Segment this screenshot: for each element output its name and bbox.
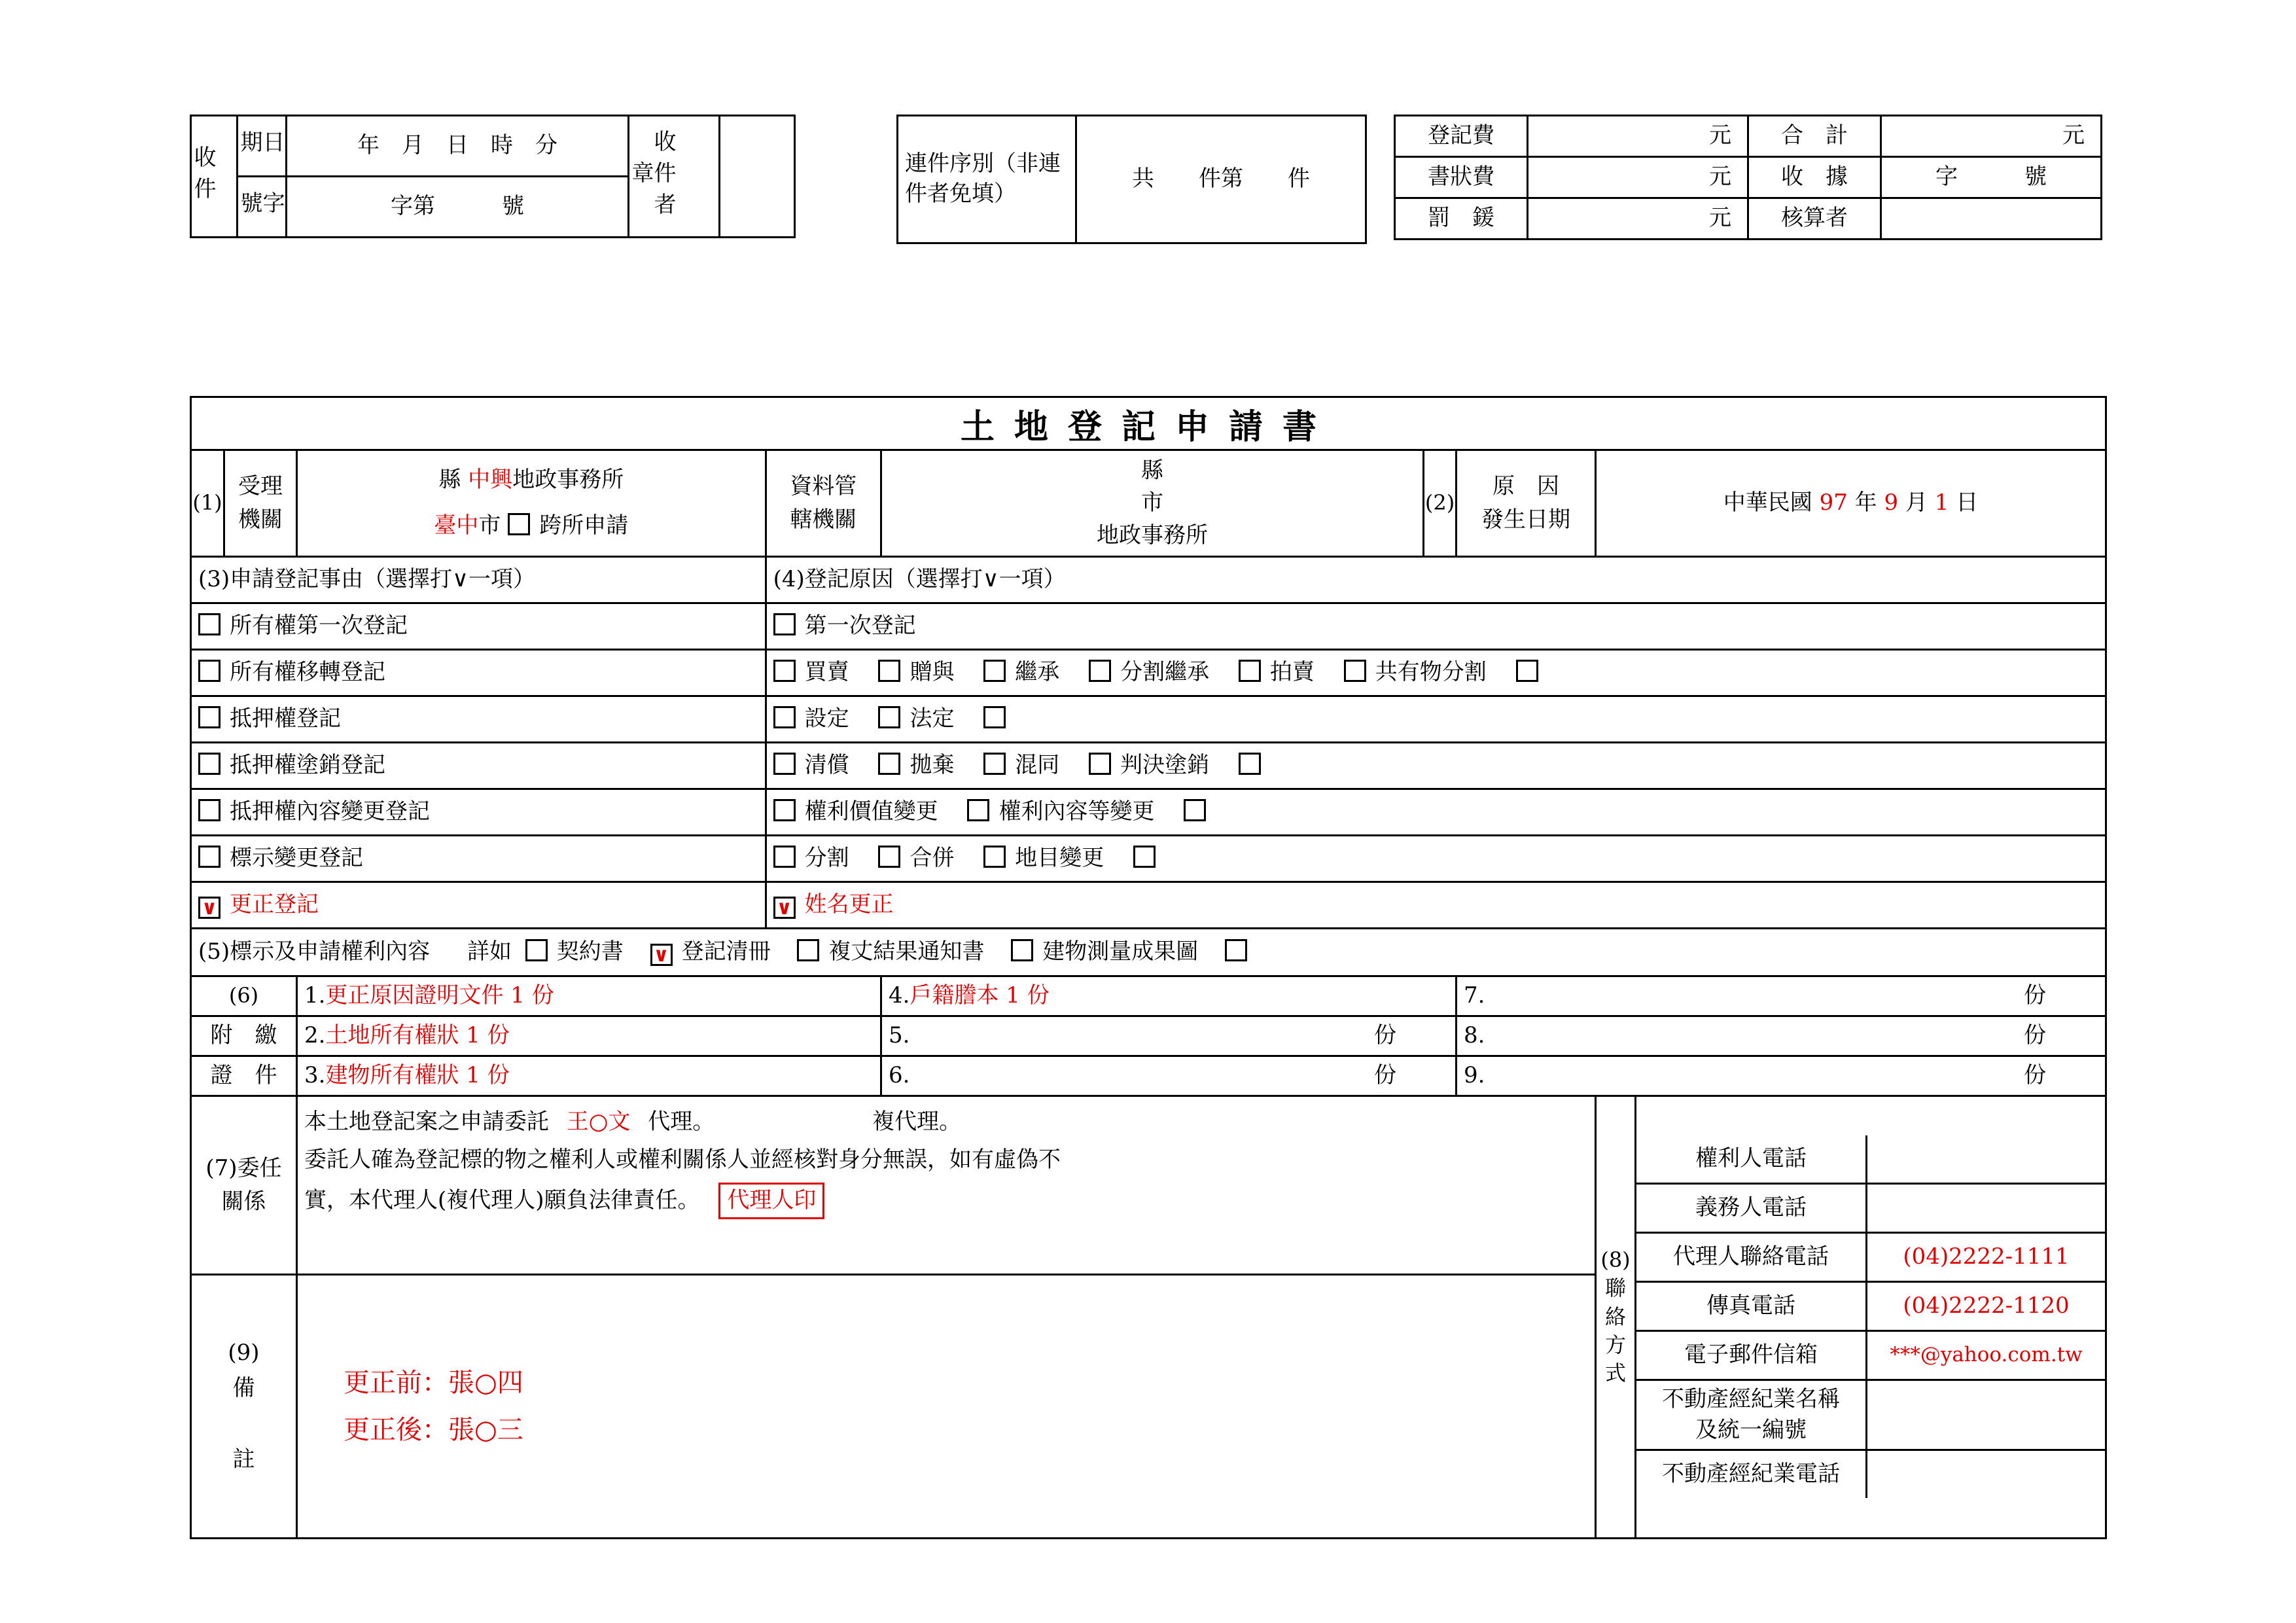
attachment-cell-7[interactable]: 7. 份: [1457, 976, 2106, 1016]
checkbox[interactable]: [797, 939, 819, 961]
attachment-row: [191, 976, 2106, 1016]
section-6-label-b: 證 件: [191, 1056, 297, 1096]
contact-block: [1636, 1096, 2106, 1538]
s3-item-5[interactable]: 抵押權內容變更登記: [191, 789, 766, 836]
fee-row: [1395, 157, 2102, 198]
checkbox[interactable]: [773, 613, 796, 635]
remarks-text[interactable]: 更正前：張○四 更正後：張○三: [297, 1274, 1596, 1538]
contact-row: [1636, 1184, 2105, 1233]
contact-row: [1636, 1135, 2105, 1184]
contact-value[interactable]: [1867, 1450, 2106, 1499]
section-5-row: [191, 929, 2106, 976]
checkbox[interactable]: [773, 753, 796, 775]
serial-block: [896, 115, 1367, 244]
contact-value[interactable]: (04)2222-1120: [1867, 1282, 2106, 1331]
contact-row: [1636, 1282, 2105, 1331]
receipt-date-value[interactable]: 年 月 日 時 分: [287, 116, 629, 177]
checkbox[interactable]: [1225, 939, 1247, 961]
fee-block: [1394, 115, 2102, 240]
contact-row: [1636, 1233, 2105, 1282]
checkbox[interactable]: [983, 706, 1006, 728]
fee-row: [1395, 198, 2102, 240]
s4-row-2[interactable]: 買賣 贈與 繼承 分割繼承 拍賣 共有物分割: [766, 650, 2106, 696]
contact-name: 不動產經紀業名稱 及統一編號: [1636, 1380, 1867, 1450]
fee-unit[interactable]: 元: [1528, 198, 1748, 240]
fee-unit[interactable]: 元: [1528, 157, 1748, 198]
contact-name: 權利人電話: [1636, 1135, 1867, 1184]
city-name: 臺中: [434, 512, 479, 539]
s3-item-1[interactable]: 所有權第一次登記: [191, 603, 766, 650]
serial-value[interactable]: 共 件第 件: [1076, 116, 1366, 243]
section-1-no: (1): [191, 450, 224, 557]
section-1-label: 受理 機關: [224, 450, 297, 557]
s4-row-3[interactable]: 設定 法定: [766, 696, 2106, 743]
attachment-cell-2[interactable]: 2.土地所有權狀 1 份: [297, 1016, 881, 1056]
fee-unit-2[interactable]: 字 號: [1881, 157, 2102, 198]
form-table: [190, 449, 2107, 1539]
s3-item-6[interactable]: 標示變更登記: [191, 836, 766, 882]
checkbox[interactable]: [878, 706, 900, 728]
s4-row-6[interactable]: 分割 合併 地目變更: [766, 836, 2106, 882]
checkbox-checked[interactable]: ∨: [650, 944, 673, 966]
checkbox[interactable]: [198, 706, 221, 728]
checkbox[interactable]: [1089, 753, 1111, 775]
reason-row: [191, 743, 2106, 789]
checkbox[interactable]: [1239, 660, 1261, 682]
fee-unit-2[interactable]: [1881, 198, 2102, 240]
contact-value[interactable]: [1867, 1135, 2106, 1184]
checkbox[interactable]: [198, 753, 221, 775]
section-7-label: (7)委任 關係: [191, 1096, 297, 1274]
checkbox[interactable]: [525, 939, 548, 961]
attachment-cell-9[interactable]: 9. 份: [1457, 1056, 2106, 1096]
agent-seal: 代理人印: [718, 1183, 824, 1219]
receipt-stamp-box[interactable]: 收件者章: [629, 116, 720, 238]
checkbox[interactable]: [773, 706, 796, 728]
attachment-cell-5[interactable]: 5. 份: [881, 1016, 1457, 1056]
form-title: 土地登記申請書: [190, 396, 2107, 449]
reason-row: [191, 836, 2106, 882]
contact-name: 義務人電話: [1636, 1184, 1867, 1233]
checkbox[interactable]: [878, 753, 900, 775]
delegation-contact-row: [191, 1096, 2106, 1274]
serial-label: 連件序別（非連件者免填）: [898, 116, 1076, 243]
receipt-stamp-area[interactable]: [720, 116, 795, 238]
contact-row: [1636, 1450, 2105, 1499]
attachment-cell-3[interactable]: 3.建物所有權狀 1 份: [297, 1056, 881, 1096]
reason-row: [191, 650, 2106, 696]
fee-name: 罰 鍰: [1395, 198, 1528, 240]
section-6-label-a: 附 繳: [191, 1016, 297, 1056]
attachment-cell-8[interactable]: 8. 份: [1457, 1016, 2106, 1056]
checkbox[interactable]: [198, 613, 221, 635]
s4-row-5[interactable]: 權利價值變更 權利內容等變更: [766, 789, 2106, 836]
section-5[interactable]: (5)標示及申請權利內容 詳如 契約書 ∨ 登記清冊 複丈結果通知書 建物測量成果圖: [191, 929, 2106, 976]
checkbox[interactable]: [1239, 753, 1261, 775]
fee-name-2: 核算者: [1748, 198, 1881, 240]
attachment-cell-4[interactable]: 4.戶籍謄本 1 份: [881, 976, 1457, 1016]
data-office-value[interactable]: 縣 市 地政事務所: [881, 450, 1424, 557]
contact-value[interactable]: [1867, 1380, 2106, 1450]
receipt-block: [190, 115, 796, 238]
checkbox[interactable]: [878, 660, 900, 682]
checkbox[interactable]: [198, 846, 221, 868]
contact-value[interactable]: [1867, 1184, 2106, 1233]
receipt-label: 收件: [191, 116, 238, 238]
checkbox[interactable]: [967, 799, 989, 821]
contact-name: 傳真電話: [1636, 1282, 1867, 1331]
fee-name-2: 合 計: [1748, 116, 1881, 157]
office-cell[interactable]: 縣 中興地政事務所 臺中市 跨所申請: [297, 450, 766, 557]
checkbox[interactable]: [773, 660, 796, 682]
s3-item-3[interactable]: 抵押權登記: [191, 696, 766, 743]
checkbox[interactable]: [1089, 660, 1111, 682]
attachment-cell-1[interactable]: 1.更正原因證明文件 1 份: [297, 976, 881, 1016]
checkbox[interactable]: [983, 753, 1006, 775]
contact-name: 電子郵件信箱: [1636, 1331, 1867, 1380]
cross-office-checkbox[interactable]: [508, 513, 530, 535]
section-3-heading: (3)申請登記事由（選擇打∨一項）: [191, 557, 766, 603]
receipt-date-label: 日期: [238, 116, 287, 177]
office-name: 中興: [468, 467, 513, 493]
attachment-cell-6[interactable]: 6. 份: [881, 1056, 1457, 1096]
agent-name: 王○文: [566, 1108, 631, 1135]
reason-row: [191, 603, 2106, 650]
contact-name: 不動產經紀業電話: [1636, 1450, 1867, 1499]
fee-name: 書狀費: [1395, 157, 1528, 198]
cross-office-label: 跨所申請: [539, 512, 629, 539]
fee-row: [1395, 116, 2102, 157]
receipt-no-label: 字號: [238, 177, 287, 238]
section-6-no: (6): [191, 976, 297, 1016]
fee-unit-2[interactable]: 元: [1881, 116, 2102, 157]
section-2-label: 原 因 發生日期: [1457, 450, 1596, 557]
receipt-no-value[interactable]: 字第 號: [287, 177, 629, 238]
checkbox-checked[interactable]: ∨: [773, 897, 796, 919]
checkbox[interactable]: [198, 799, 221, 821]
checkbox[interactable]: [1011, 939, 1033, 961]
reason-row: [191, 696, 2106, 743]
attachment-row: [191, 1016, 2106, 1056]
reason-heading-row: [191, 557, 2106, 603]
section-9-label: (9) 備 註: [191, 1274, 297, 1538]
checkbox[interactable]: [773, 799, 796, 821]
contact-value[interactable]: ***@yahoo.com.tw: [1867, 1331, 2106, 1380]
s3-item-2[interactable]: 所有權移轉登記: [191, 650, 766, 696]
checkbox[interactable]: [878, 846, 900, 868]
delegation-text[interactable]: 本土地登記案之申請委託 王○文 代理。 複代理。 委託人確為登記標的物之權利人或權利關係人並經核對身分無誤，如有虛偽不 實，本代理人(複代理人)願負法律責任。 代理人印: [297, 1096, 1596, 1274]
checkbox[interactable]: [1184, 799, 1206, 821]
s3-item-7[interactable]: ∨ 更正登記: [191, 882, 766, 929]
fee-name: 登記費: [1395, 116, 1528, 157]
contact-row: [1636, 1380, 2105, 1450]
section-8-label: (8) 聯 絡 方 式: [1596, 1096, 1636, 1538]
attachment-row: [191, 1056, 2106, 1096]
checkbox[interactable]: [773, 846, 796, 868]
contact-value[interactable]: (04)2222-1111: [1867, 1233, 2106, 1282]
s3-item-4[interactable]: 抵押權塗銷登記: [191, 743, 766, 789]
section-4-heading: (4)登記原因（選擇打∨一項）: [766, 557, 2106, 603]
fee-unit[interactable]: 元: [1528, 116, 1748, 157]
checkbox[interactable]: [1344, 660, 1366, 682]
checkbox-checked[interactable]: ∨: [198, 897, 221, 919]
s4-row-7[interactable]: ∨ 姓名更正: [766, 882, 2106, 929]
reason-row-checked: [191, 882, 2106, 929]
agency-row: [191, 450, 2106, 557]
fee-name-2: 收 據: [1748, 157, 1881, 198]
occur-date[interactable]: 中華民國 97 年 9 月 1 日: [1596, 450, 2106, 557]
checkbox[interactable]: [983, 846, 1006, 868]
checkbox[interactable]: [198, 660, 221, 682]
contact-row: [1636, 1331, 2105, 1380]
checkbox[interactable]: [1133, 846, 1156, 868]
checkbox[interactable]: [1516, 660, 1538, 682]
section-2-no: (2): [1424, 450, 1457, 557]
checkbox[interactable]: [983, 660, 1006, 682]
main-form: [190, 396, 2107, 1539]
reason-row: [191, 789, 2106, 836]
s4-row-1[interactable]: 第一次登記: [766, 603, 2106, 650]
contact-name: 代理人聯絡電話: [1636, 1233, 1867, 1282]
s4-row-4[interactable]: 清償 拋棄 混同 判決塗銷: [766, 743, 2106, 789]
data-office-label: 資料管 轄機關: [766, 450, 881, 557]
